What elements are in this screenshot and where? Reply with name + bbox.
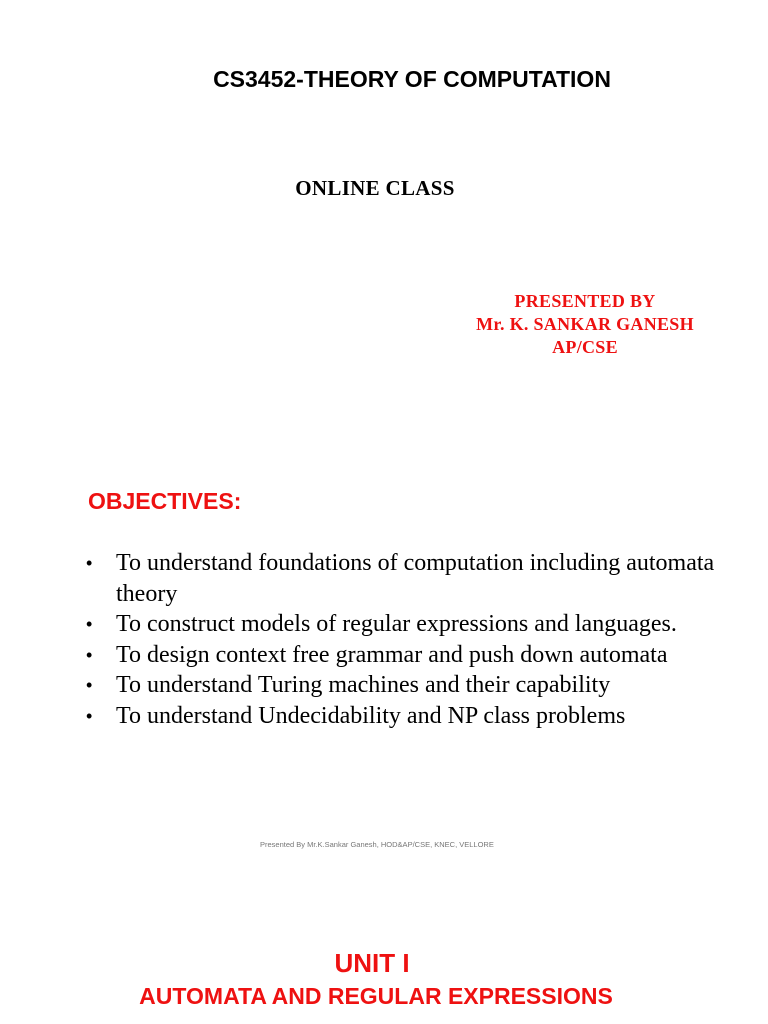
presenter-block bbox=[430, 290, 740, 359]
session-title: ONLINE CLASS bbox=[295, 176, 455, 200]
objective-item bbox=[84, 670, 764, 701]
objective-text: To understand Turing machines and their capability bbox=[116, 672, 611, 698]
unit-subtitle: AUTOMATA AND REGULAR EXPRESSIONS bbox=[139, 983, 613, 1009]
unit-title: UNIT I bbox=[334, 948, 410, 978]
bullet-icon: • bbox=[86, 553, 93, 573]
presented-by-label: PRESENTED BY bbox=[514, 291, 656, 311]
objective-text: To understand foundations of computation including automata theory bbox=[116, 550, 715, 607]
objective-item bbox=[84, 640, 764, 671]
objective-text: To construct models of regular expressions and languages. bbox=[116, 611, 677, 637]
course-title: CS3452-THEORY OF COMPUTATION bbox=[213, 66, 611, 92]
objective-item bbox=[84, 609, 764, 640]
bullet-icon: • bbox=[86, 705, 93, 726]
objective-text: To design context free grammar and push down automata bbox=[116, 641, 668, 668]
objective-item bbox=[84, 548, 764, 609]
objectives-list bbox=[84, 548, 764, 731]
presenter-designation: AP/CSE bbox=[552, 337, 618, 357]
presenter-name: Mr. K. SANKAR GANESH bbox=[476, 314, 694, 334]
objective-text: To understand Undecidability and NP class problems bbox=[116, 702, 626, 729]
slide-footer: Presented By Mr.K.Sankar Ganesh, HOD&AP/CSE, KNEC, VELLORE bbox=[260, 840, 494, 849]
bullet-icon: • bbox=[86, 614, 93, 634]
objective-item bbox=[84, 701, 764, 732]
bullet-icon: • bbox=[86, 675, 93, 695]
bullet-icon: • bbox=[86, 644, 93, 665]
objectives-heading: OBJECTIVES: bbox=[88, 488, 242, 514]
